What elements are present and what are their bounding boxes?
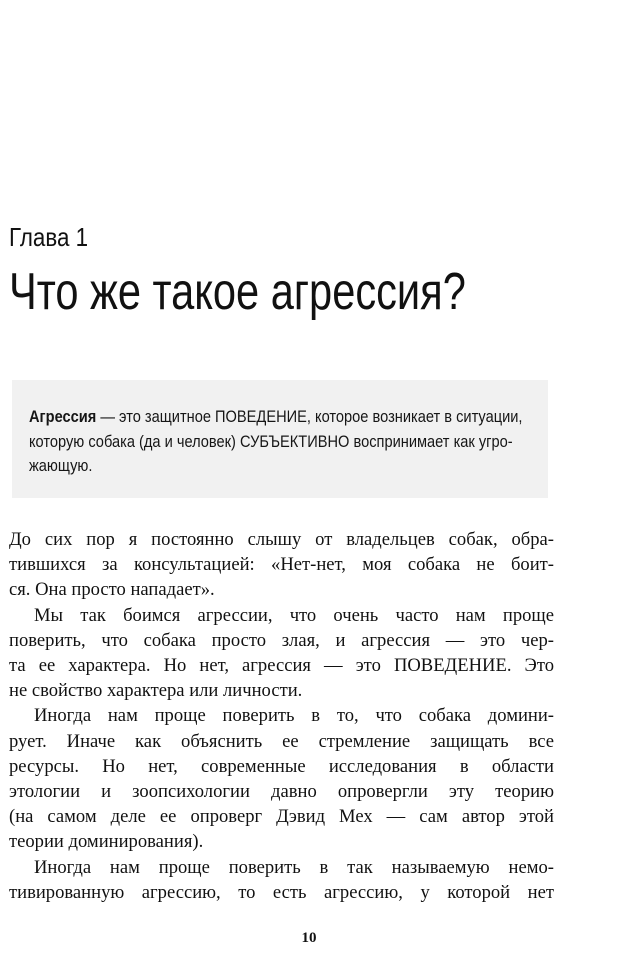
body-line: Мы так боимся агрессии, что очень часто нам проще: [34, 604, 554, 626]
body-line: Иногда нам проще поверить в так называемую немо-: [34, 856, 554, 878]
body-line: ся. Она просто нападает».: [9, 579, 215, 601]
body-line: Иногда нам проще поверить в то, что собака домини-: [34, 705, 554, 727]
body-line: этологии и зоопсихологии давно опровергли эту теорию: [9, 781, 554, 803]
definition-line-1-rest: — это защитное ПОВЕДЕНИЕ, которое возникает в ситуации,: [96, 407, 523, 426]
body-line: тившихся за консультацией: «Нет-нет, моя собака не боит-: [9, 554, 554, 576]
body-line: ресурсы. Но нет, современные исследования в области: [9, 755, 554, 777]
definition-line-3: жающую.: [29, 456, 93, 475]
page-number: 10: [301, 930, 317, 946]
body-line: не свойство характера или личности.: [9, 680, 303, 702]
chapter-label: Глава 1: [9, 222, 89, 252]
body-line: поверить, что собака просто злая, и агрессия — это чер-: [9, 629, 554, 651]
body-line: рует. Иначе как объяснить ее стремление защищать все: [9, 730, 554, 752]
body-line: До сих пор я постоянно слышу от владельцев собак, обра-: [9, 529, 554, 550]
body-line: (на самом деле ее опроверг Дэвид Мех — сам автор этой: [9, 806, 554, 828]
definition-line-2: которую собака (да и человек) СУБЪЕКТИВНО воспринимает как угро-: [29, 431, 513, 451]
definition-line-1: [29, 405, 543, 430]
body-text: [9, 527, 554, 905]
body-line: тивированную агрессию, то есть агрессию, у которой нет: [9, 881, 554, 903]
body-line: та ее характера. Но нет, агрессия — это ПОВЕДЕНИЕ. Это: [9, 655, 554, 677]
definition-term: Агрессия: [29, 407, 97, 426]
definition-text: [29, 405, 543, 479]
body-line: теории доминирования).: [9, 831, 204, 853]
chapter-title: Что же такое агрессия?: [9, 263, 466, 321]
